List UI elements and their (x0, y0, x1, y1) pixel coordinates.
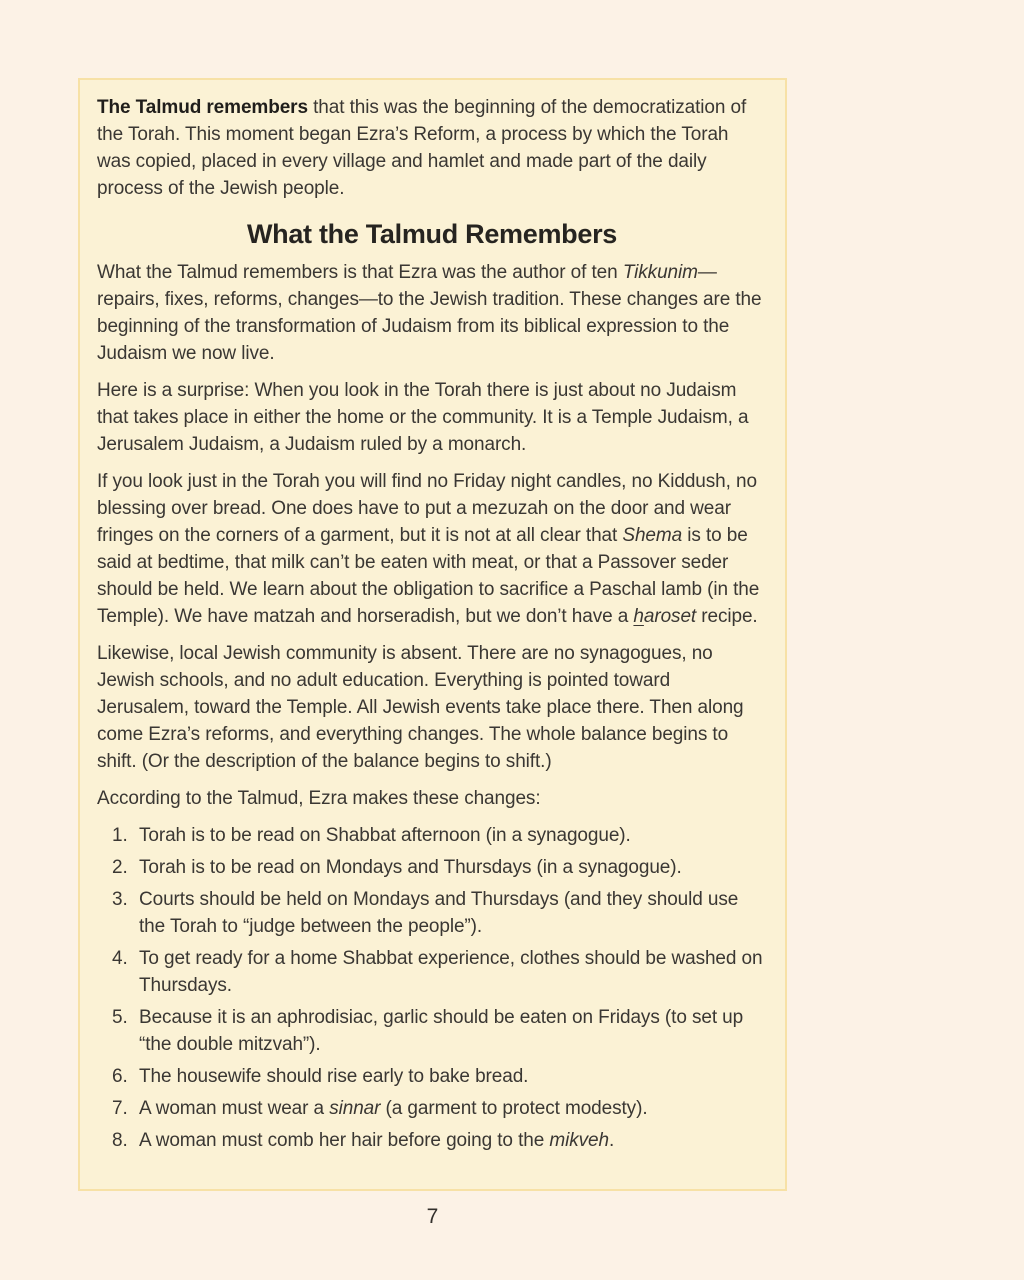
list-number: 3. (112, 889, 128, 910)
shema-term: Shema (622, 525, 683, 546)
list-item-post: . (608, 1130, 615, 1151)
list-item-text (139, 886, 767, 940)
list-number: 2. (112, 857, 128, 878)
paragraph-according: According to the Talmud, Ezra makes these changes: (97, 788, 541, 809)
list-item-text (139, 1095, 767, 1122)
intro-lead-in: The Talmud remembers (97, 97, 308, 118)
list-item-text (139, 854, 767, 881)
list-number: 4. (112, 948, 128, 969)
list-number: 8. (112, 1130, 128, 1151)
list-number: 1. (112, 825, 128, 846)
list-item (97, 1063, 767, 1090)
list-number: 5. (112, 1007, 128, 1028)
list-item-text (139, 1004, 767, 1058)
intro-paragraph (97, 94, 767, 202)
changes-list (97, 822, 767, 1154)
list-item-text (139, 1063, 767, 1090)
torah-mid: is to be said at bedtime, that milk can’t be eaten with meat, or that a Passover seder should be held. We learn about the obligation to sacrifice a Paschal lamb (in the Temple). We have matzah and horseradish, but we don’t have a (97, 525, 760, 627)
paragraph-surprise: Here is a surprise: When you look in the Torah there is just about no Judaism that takes place in either the home or the community. It is a Temple Judaism, a Jerusalem Judaism, a Judaism ruled by a monarch. (97, 380, 749, 455)
list-item-text (139, 1127, 767, 1154)
list-item-pre: A woman must wear a (139, 1098, 330, 1119)
paragraph-tikkunim (97, 259, 767, 367)
torah-post: recipe. (696, 606, 758, 627)
torah-pre: If you look just in the Torah you will find no Friday night candles, no Kiddush, no blessing over bread. One does have to put a mezuzah on the door and wear fringes on the corners of a garment, but it is not at all clear that (97, 471, 757, 546)
paragraph-torah-practices (97, 468, 767, 630)
paragraph-likewise: Likewise, local Jewish community is absent. There are no synagogues, no Jewish schools, and no adult education. Everything is pointed toward Jerusalem, toward the Temple. All Jewish events take place there. Then along come Ezra’s reforms, and everything changes. The whole balance begins to shift. (Or the description of the balance begins to shift.) (97, 643, 744, 772)
list-item (97, 1127, 767, 1154)
list-number: 7. (112, 1098, 128, 1119)
list-item-pre: Torah is to be read on Mondays and Thursdays (in a synagogue). (139, 857, 682, 878)
tikkunim-term: Tikkunim (622, 262, 698, 283)
list-item-text (139, 822, 767, 849)
section-heading: What the Talmud Remembers (246, 219, 618, 249)
list-item (97, 1004, 767, 1058)
list-item-text (139, 945, 767, 999)
talmud-remembers-box (78, 78, 787, 1191)
list-item-post: (a garment to protect modesty). (380, 1098, 648, 1119)
haroset-term (633, 606, 696, 627)
list-item-pre: To get ready for a home Shabbat experience, clothes should be washed on Thursdays. (139, 948, 763, 996)
list-item-pre: A woman must comb her hair before going to the (139, 1130, 550, 1151)
list-item-term: mikveh (549, 1130, 609, 1151)
list-item (97, 1095, 767, 1122)
haroset-rest: aroset (643, 606, 697, 627)
list-item (97, 945, 767, 999)
list-item-pre: The housewife should rise early to bake bread. (139, 1066, 529, 1087)
list-number: 6. (112, 1066, 128, 1087)
page-number: 7 (426, 1205, 439, 1228)
list-item-pre: Torah is to be read on Shabbat afternoon (in a synagogue). (139, 825, 631, 846)
intro-text: that this was the beginning of the democratization of the Torah. This moment began Ezra’s Reform, a process by which the Torah was copied, placed in every village and hamlet and made part of the daily process of the Jewish people. (97, 97, 747, 199)
list-item-pre: Courts should be held on Mondays and Thursdays (and they should use the Torah to “judge between the people”). (139, 889, 739, 937)
list-item (97, 822, 767, 849)
list-item-term: sinnar (329, 1098, 381, 1119)
list-item (97, 886, 767, 940)
haroset-h: h (633, 606, 644, 627)
list-item-pre: Because it is an aphrodisiac, garlic should be eaten on Fridays (to set up “the double mitzvah”). (139, 1007, 744, 1055)
tikkunim-pre: What the Talmud remembers is that Ezra was the author of ten (97, 262, 623, 283)
tikkunim-post: —repairs, fixes, reforms, changes—to the Jewish tradition. These changes are the beginning of the transformation of Judaism from its biblical expression to the Judaism we now live. (97, 262, 762, 364)
list-item (97, 854, 767, 881)
